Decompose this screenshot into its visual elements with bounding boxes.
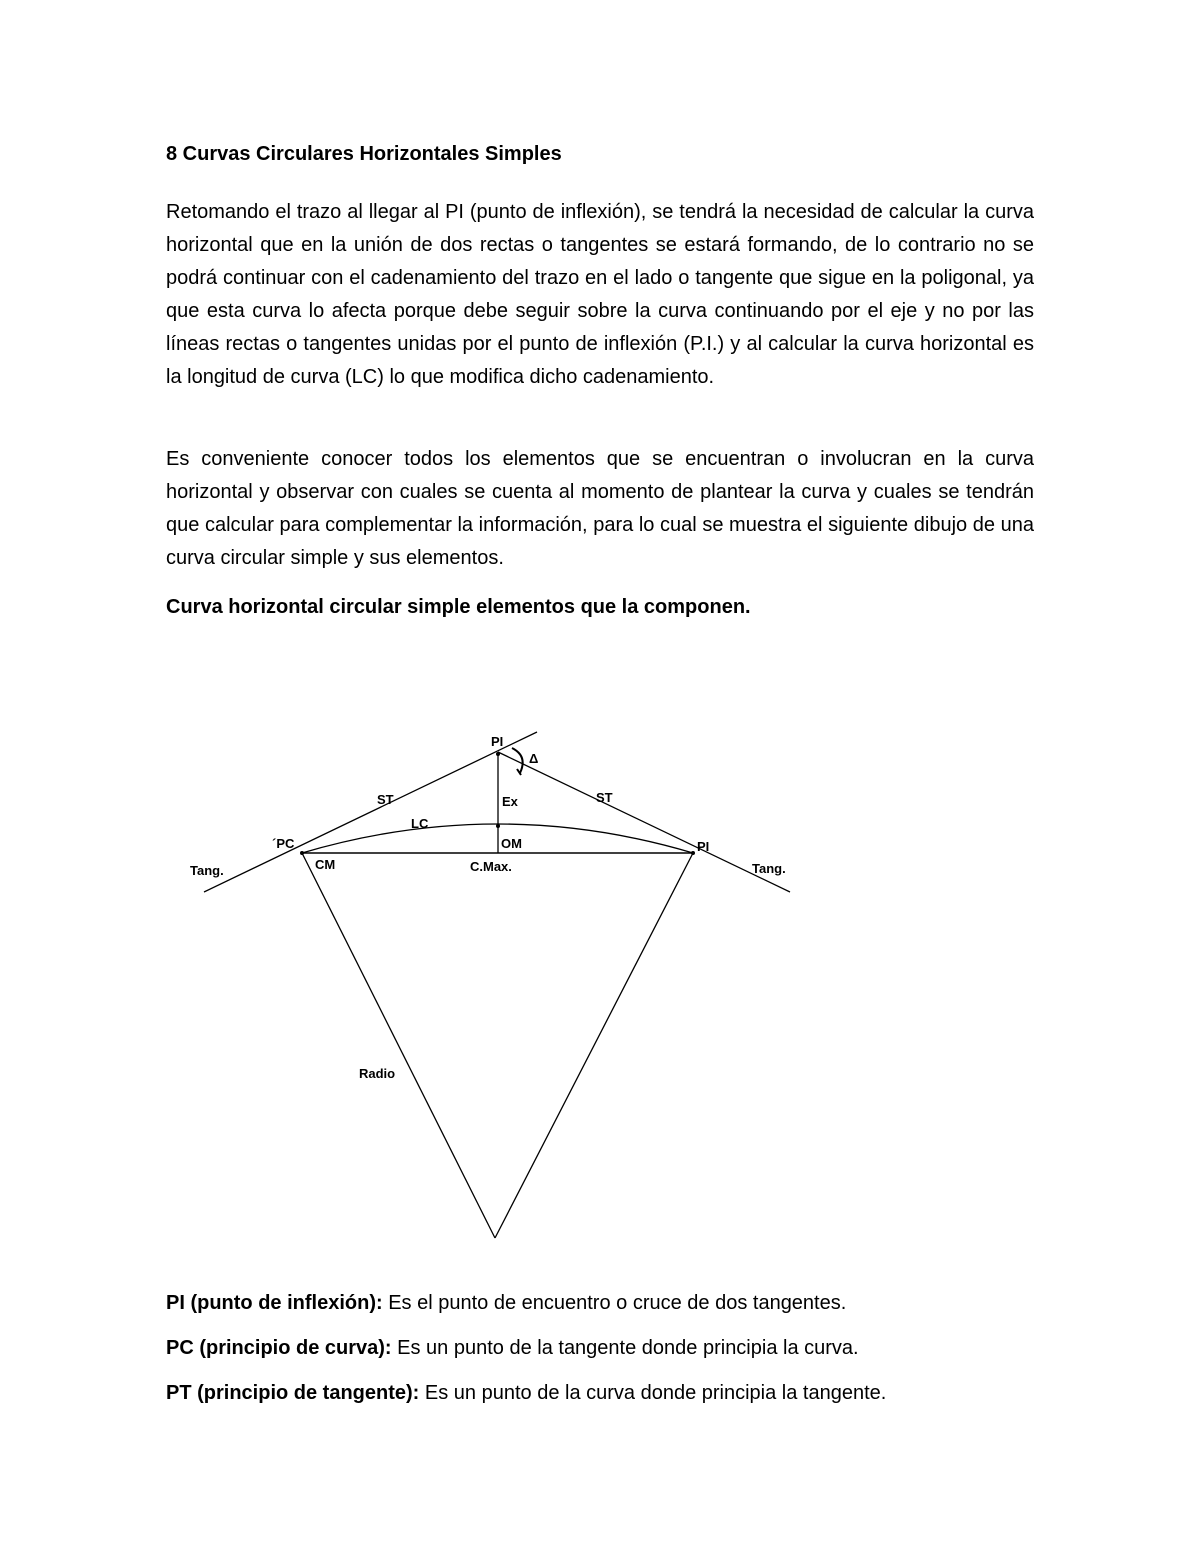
pc-point [300,851,304,855]
definition-text: Es el punto de encuentro o cruce de dos tangentes. [382,1292,847,1314]
definition-pc [166,1332,859,1365]
pt-point [691,851,695,855]
label-om: OM [501,836,522,851]
label-ex: Ex [502,794,518,809]
label-pi-top: PI [491,734,504,749]
paragraph-text: Es conveniente conocer todos los elementos que se encuentran o involucran en la curva horizontal y observar con cuales se cuenta al momento de plantear la curva y cuales se tendrán que calcular para complementar la información, para lo cual se muestra el siguiente dibujo de una curva circular simple y sus elementos. [166,448,1034,569]
label-cm: CM [315,857,336,872]
definition-text: Es un punto de la tangente donde principia la curva. [391,1337,859,1359]
paragraph-text: Retomando el trazo al llegar al PI (punto de inflexión), se tendrá la necesidad de calcular la curva horizontal que en la unión de dos rectas o tangentes se estará formando, de lo contrario no se podrá continuar con el cadenamiento del trazo en el lado o tangente que sigue en la poligonal, ya que esta curva lo afecta porque debe seguir sobre la curva continuando por el eje y no por las líneas rectas o tangentes unidas por el punto de inflexión (P.I.) y al calcular la curva horizontal es la longitud de curva (LC) lo que modifica dicho cadenamiento. [166,201,1034,388]
definition-text: Es un punto de la curva donde principia la tangente. [419,1382,887,1404]
section-heading: 8 Curvas Circulares Horizontales Simples [166,143,562,165]
label-pi-right: PI [697,839,710,854]
definition-term: PT (principio de tangente): [166,1382,420,1404]
definition-term: PC (principio de curva): [166,1337,392,1359]
label-delta: Δ [529,751,539,766]
right-tangent-line [498,752,790,892]
definition-pi [166,1287,846,1320]
label-tang-right: Tang. [752,861,786,876]
label-cmax: C.Max. [470,859,512,874]
radius-right-line [495,853,693,1238]
label-pc: ´PC [272,836,295,851]
pi-point [496,752,500,756]
definition-term: PI (punto de inflexión): [166,1292,383,1314]
radius-left-line [302,853,495,1238]
definition-pt [166,1377,886,1410]
figure-caption: Curva horizontal circular simple elementos que la componen. [166,596,751,618]
label-st-right: ST [596,790,613,805]
label-lc: LC [411,816,429,831]
label-st-left: ST [377,792,394,807]
curve-mid-point [496,824,500,828]
label-tang-left: Tang. [190,863,224,878]
label-radio: Radio [359,1066,396,1081]
